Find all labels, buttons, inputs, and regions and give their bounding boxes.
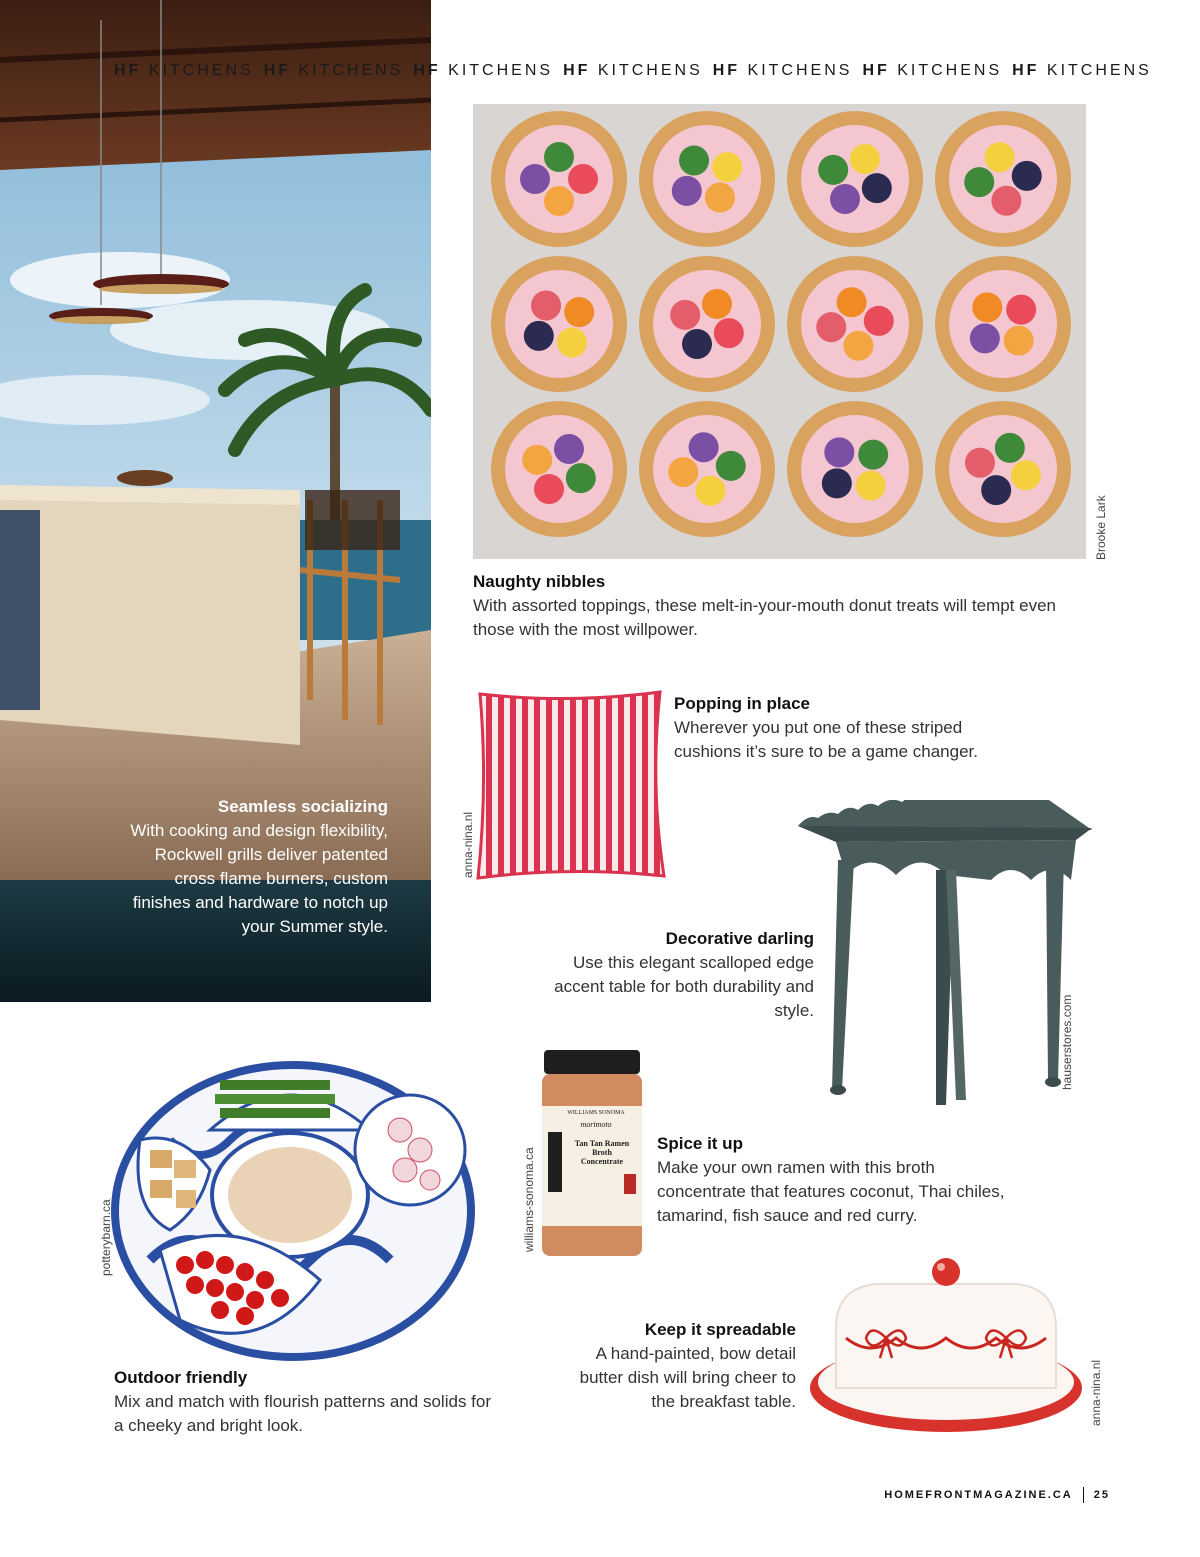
donuts-credit: Brooke Lark: [1094, 495, 1108, 560]
donut: [491, 256, 627, 392]
donuts-photo: [473, 104, 1086, 559]
footer-site-link[interactable]: HOMEFRONTMAGAZINE.CA: [884, 1488, 1073, 1501]
header-hf: HF: [862, 62, 890, 79]
jar-sub: morimoto: [580, 1120, 612, 1129]
donut: [935, 256, 1071, 392]
jar-title: Spice it up: [657, 1134, 743, 1153]
donut: [787, 256, 923, 392]
donuts-body: With assorted toppings, these melt-in-your-mouth donut treats will tempt even those with the most willpower.: [473, 596, 1056, 639]
header-hf: HF: [712, 62, 741, 79]
jar-credit: williams-sonoma.ca: [522, 1147, 536, 1252]
donut: [787, 401, 923, 537]
platter-title: Outdoor friendly: [114, 1368, 248, 1387]
header-hf: HF: [563, 62, 591, 79]
jar-body: Make your own ramen with this broth concentrate that features coconut, Thai chiles, tamarind, fish sauce and red curry.: [657, 1158, 1005, 1225]
footer-divider: [1083, 1487, 1084, 1503]
hero-title: Seamless socializing: [217, 797, 388, 816]
jar-label: [554, 1110, 638, 1166]
donut: [491, 111, 627, 247]
cushion-body: Wherever you put one of these striped cushions it’s sure to be a game changer.: [674, 718, 978, 761]
header-segment: [1012, 62, 1152, 79]
platter-body: Mix and match with flourish patterns and solids for a cheeky and bright look.: [114, 1392, 492, 1435]
donut: [639, 401, 775, 537]
header-hf: HF: [263, 62, 292, 79]
header-segment: [713, 62, 853, 79]
donuts-title: Naughty nibbles: [473, 572, 606, 591]
header-hf: HF: [413, 62, 441, 79]
header-kitchens: KITCHENS: [597, 62, 703, 79]
header-segment: [862, 62, 1002, 79]
jar-line1: Tan Tan Ramen: [574, 1139, 630, 1148]
header-kitchens: KITCHENS: [298, 62, 404, 79]
header-kitchens: KITCHENS: [448, 62, 554, 79]
header-segment: [413, 62, 553, 79]
hero-body: With cooking and design flexibility, Rockwell grills deliver patented cross flame burners, custom finishes and hardware to notch up your Summer style.: [130, 821, 388, 936]
butter-credit: anna-nina.nl: [1089, 1359, 1103, 1426]
donut: [639, 111, 775, 247]
donut: [491, 401, 627, 537]
header-segment: [114, 62, 254, 79]
running-header: [114, 62, 1152, 80]
header-hf: HF: [1012, 62, 1040, 79]
jar-brand: WILLIAMS SONOMA: [567, 1110, 625, 1116]
jar-line2: Broth: [592, 1148, 612, 1157]
donut: [935, 111, 1071, 247]
jar-line3: Concentrate: [580, 1157, 624, 1166]
cushion-photo: [474, 690, 666, 880]
hero-caption: [128, 795, 388, 939]
header-kitchens: KITCHENS: [148, 62, 254, 79]
header-segment: [563, 62, 703, 79]
kitchen-photo: [0, 0, 431, 1002]
cushion-credit: anna-nina.nl: [461, 811, 475, 878]
header-hf: HF: [114, 62, 142, 79]
cushion-title: Popping in place: [674, 694, 811, 713]
table-credit: hauserstores.com: [1060, 994, 1074, 1090]
header-kitchens: KITCHENS: [747, 62, 853, 79]
donut: [639, 256, 775, 392]
table-photo: [796, 800, 1092, 1105]
jar-photo: [540, 1048, 644, 1258]
donut: [935, 401, 1071, 537]
header-segment: [264, 62, 404, 79]
table-body: Use this elegant scalloped edge accent table for both durability and style.: [554, 953, 814, 1020]
butter-title: Keep it spreadable: [644, 1320, 796, 1339]
donut: [787, 111, 923, 247]
butter-body: A hand-painted, bow detail butter dish will bring cheer to the breakfast table.: [579, 1344, 796, 1411]
page-number: 25: [1093, 1488, 1110, 1501]
butter-dish-photo: [806, 1258, 1086, 1438]
platter-credit: potterybarn.ca: [99, 1199, 113, 1276]
platter-photo: [110, 1060, 476, 1362]
header-kitchens: KITCHENS: [897, 62, 1003, 79]
table-title: Decorative darling: [665, 929, 814, 948]
page-footer: [884, 1487, 1110, 1503]
header-kitchens: KITCHENS: [1046, 62, 1152, 79]
